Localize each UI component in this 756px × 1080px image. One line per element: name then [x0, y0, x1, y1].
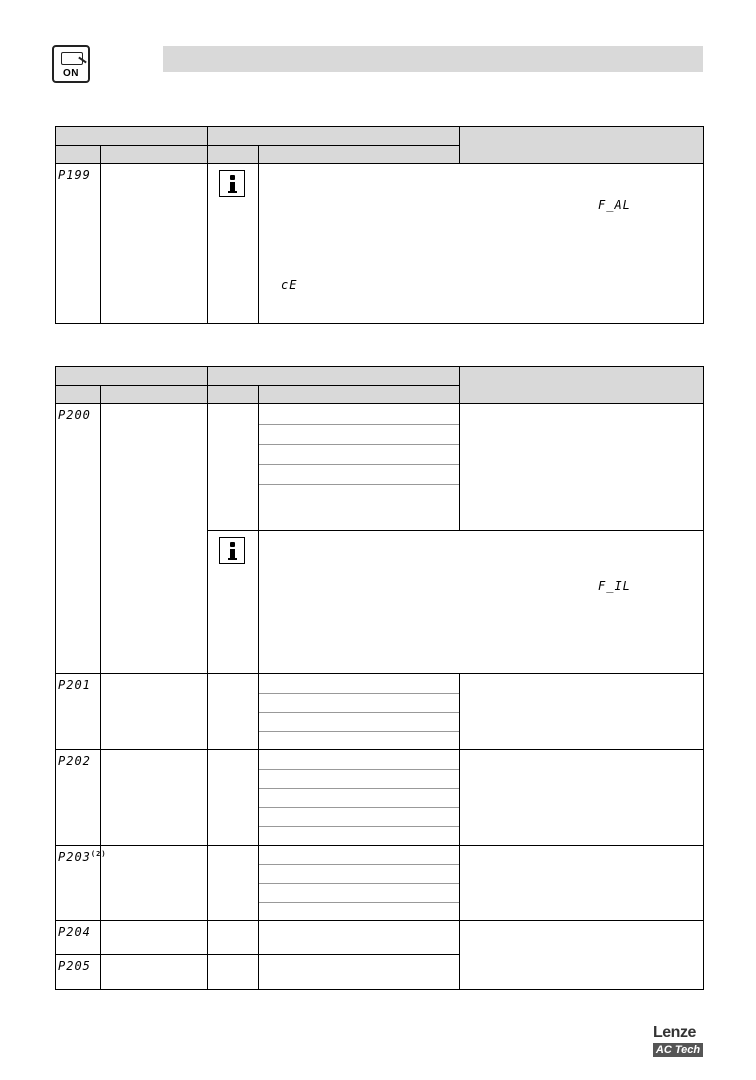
- fault-code-f-il: F_IL: [598, 579, 631, 593]
- display-code-ce: cE: [281, 278, 298, 292]
- info-icon: [219, 170, 245, 197]
- param-code-cell: [56, 846, 107, 921]
- brand-subname: AC Tech: [653, 1043, 703, 1057]
- default-cell: [208, 921, 259, 955]
- on-icon-label: ON: [63, 68, 79, 79]
- selection-cell: [259, 750, 460, 846]
- param-name-cell: [101, 404, 208, 674]
- switch-graphic: [61, 52, 83, 65]
- default-cell: [208, 846, 259, 921]
- param-name-cell: [101, 674, 208, 750]
- selection-cell: [259, 674, 460, 750]
- param-name-cell: [101, 164, 208, 324]
- param-code-p201: P201: [58, 678, 91, 692]
- brand-name: Lenze: [653, 1024, 696, 1041]
- param-code-cell: [56, 921, 101, 955]
- parameter-table-1: [55, 126, 704, 324]
- fault-code-f-al: F_AL: [598, 198, 631, 212]
- param-code-p203-text: P203: [58, 850, 91, 864]
- header-code-group: [56, 127, 208, 146]
- param-code-cell: [56, 955, 101, 990]
- header-code-group: [56, 367, 208, 386]
- param-code-cell: [56, 404, 101, 674]
- description-cell: [460, 404, 704, 531]
- header-name: [101, 386, 208, 404]
- info-text-cell: [259, 164, 704, 324]
- param-code-p205: P205: [58, 959, 91, 973]
- param-name-cell: [101, 750, 208, 846]
- header-no: [56, 146, 101, 164]
- default-cell: [208, 404, 259, 531]
- header-default: [208, 386, 259, 404]
- brand-logo: [653, 1024, 703, 1057]
- default-cell: [208, 750, 259, 846]
- header-name: [101, 146, 208, 164]
- header-default: [208, 146, 259, 164]
- selection-cell: [259, 404, 460, 531]
- info-cell: [208, 164, 259, 324]
- param-code-cell: [56, 750, 101, 846]
- info-icon: [219, 537, 245, 564]
- param-code-p203: [56, 846, 107, 864]
- param-code-cell: [56, 674, 101, 750]
- header-description: [460, 367, 704, 404]
- param-name-cell: [101, 921, 208, 955]
- section-header-bar: [163, 46, 703, 72]
- header-selection: [259, 146, 460, 164]
- parameter-table-2: [55, 366, 704, 990]
- power-on-icon: [52, 45, 90, 83]
- header-no: [56, 386, 101, 404]
- selection-cell: [259, 921, 460, 955]
- footnote-marker: (2): [90, 850, 107, 858]
- description-cell: [460, 846, 704, 921]
- param-name-cell: [101, 846, 208, 921]
- param-name-cell: [101, 955, 208, 990]
- param-code-p199: P199: [58, 168, 91, 182]
- header-selection: [259, 386, 460, 404]
- description-cell: [460, 921, 704, 990]
- param-code-p204: P204: [58, 925, 91, 939]
- default-cell: [208, 674, 259, 750]
- description-cell: [460, 750, 704, 846]
- header-setting-group: [208, 127, 460, 146]
- description-cell: [460, 674, 704, 750]
- info-cell: [208, 531, 259, 674]
- param-code-p200: P200: [58, 408, 91, 422]
- header-setting-group: [208, 367, 460, 386]
- default-cell: [208, 955, 259, 990]
- selection-cell: [259, 846, 460, 921]
- param-code-cell: [56, 164, 101, 324]
- info-text-cell: [259, 531, 704, 674]
- header-description: [460, 127, 704, 164]
- selection-cell: [259, 955, 460, 990]
- param-code-p202: P202: [58, 754, 91, 768]
